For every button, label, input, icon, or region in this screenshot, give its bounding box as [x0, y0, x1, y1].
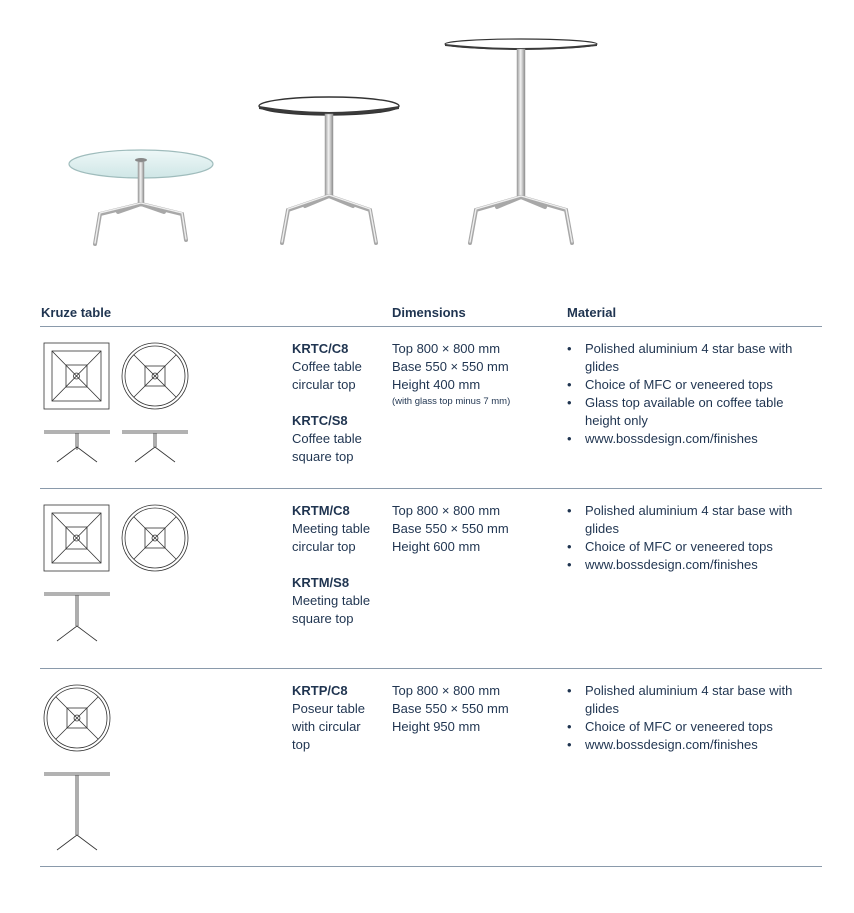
material-item: • Choice of MFC or veneered tops — [567, 538, 807, 556]
material-link[interactable]: • www.bossdesign.com/finishes — [567, 430, 807, 448]
poseur-materials — [567, 682, 807, 754]
circular-top-plan-drawing — [122, 505, 188, 571]
table-elevation-drawing — [44, 773, 110, 850]
model-description: circular top — [292, 377, 356, 392]
model-description: Meeting table — [292, 521, 371, 536]
material-item: • Polished aluminium 4 star base with glides — [567, 340, 807, 376]
material-item: • Glass top available on coffee table height only — [567, 394, 807, 430]
meeting-materials — [567, 502, 807, 574]
dimension-line: Height 950 mm — [392, 719, 481, 734]
model-description: Meeting table — [292, 593, 371, 608]
model-description: square top — [292, 611, 354, 626]
dimension-line: Top 800 × 800 mm — [392, 683, 501, 698]
dimensions-heading: Dimensions — [392, 305, 466, 320]
material-item: • Choice of MFC or veneered tops — [567, 376, 807, 394]
circular-top-elevation-drawing — [122, 431, 188, 462]
model-code: KRTM/S8 — [292, 575, 350, 590]
meeting-dimensions — [392, 502, 562, 556]
material-item: • Polished aluminium 4 star base with glides — [567, 502, 807, 538]
coffee-models — [292, 340, 387, 466]
table-elevation-drawing — [44, 593, 110, 641]
meeting-models — [292, 502, 387, 628]
material-item: • Choice of MFC or veneered tops — [567, 718, 807, 736]
header-divider — [40, 326, 822, 327]
model-description: with circular — [292, 719, 361, 734]
dimension-line: Base 550 × 550 mm — [392, 701, 509, 716]
row-divider — [40, 488, 822, 489]
material-link[interactable]: • www.bossdesign.com/finishes — [567, 556, 807, 574]
product-photo — [0, 0, 854, 290]
poseur-models — [292, 682, 387, 754]
square-top-plan-drawing — [44, 505, 109, 571]
poseur-dimensions — [392, 682, 562, 736]
model-description: top — [292, 737, 311, 752]
model-description: Poseur table — [292, 701, 365, 716]
model-code: KRTC/C8 — [292, 341, 349, 356]
dimension-line: Height 600 mm — [392, 539, 481, 554]
dimension-line: Height 400 mm — [392, 377, 481, 392]
model-code: KRTP/C8 — [292, 683, 348, 698]
square-top-plan-drawing — [44, 343, 109, 409]
product-heading: Kruze table — [41, 305, 112, 320]
material-link[interactable]: • www.bossdesign.com/finishes — [567, 736, 807, 754]
square-top-elevation-drawing — [44, 431, 110, 462]
dimension-line: Base 550 × 550 mm — [392, 359, 509, 374]
coffee-dimensions — [392, 340, 562, 410]
circular-top-plan-drawing — [122, 343, 188, 409]
poseur-table-photo — [445, 39, 597, 243]
dimension-line: Top 800 × 800 mm — [392, 341, 501, 356]
material-item: • Polished aluminium 4 star base with glides — [567, 682, 807, 718]
row-divider — [40, 668, 822, 669]
model-description: Coffee table — [292, 359, 362, 374]
coffee-table-drawings — [40, 338, 200, 470]
model-description: Coffee table — [292, 431, 362, 446]
coffee-materials — [567, 340, 807, 448]
circular-top-plan-drawing — [44, 685, 110, 751]
dimension-line: Top 800 × 800 mm — [392, 503, 501, 518]
bottom-divider — [40, 866, 822, 867]
dimension-line: Base 550 × 550 mm — [392, 521, 509, 536]
dimension-note: (with glass top minus 7 mm) — [392, 396, 511, 407]
model-code: KRTM/C8 — [292, 503, 350, 518]
material-heading: Material — [567, 305, 617, 320]
meeting-table-drawings — [40, 500, 200, 648]
model-description: circular top — [292, 539, 356, 554]
meeting-table-photo — [259, 97, 399, 243]
model-description: square top — [292, 449, 354, 464]
coffee-table-photo — [69, 150, 213, 244]
poseur-table-drawings — [40, 680, 130, 856]
model-code: KRTC/S8 — [292, 413, 348, 428]
